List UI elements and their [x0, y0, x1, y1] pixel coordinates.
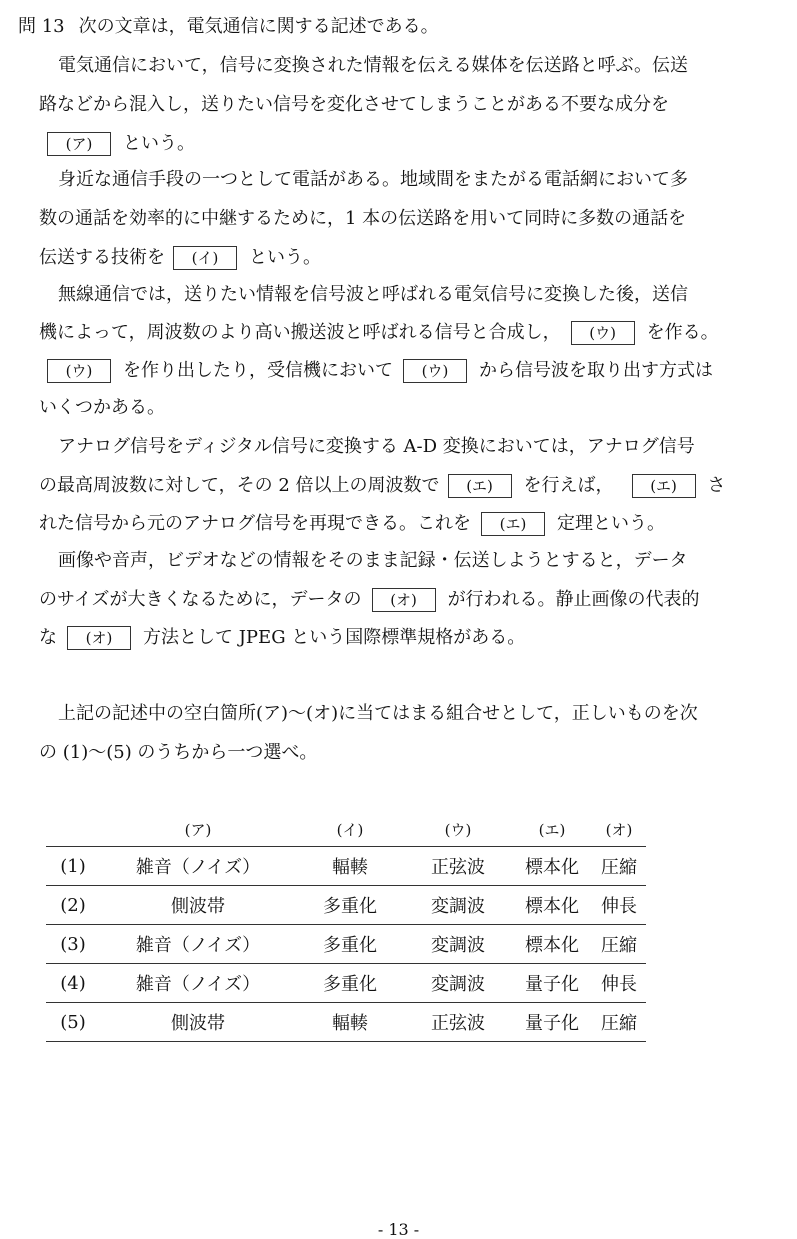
cell-u: 変調波	[404, 964, 512, 1003]
blank-e-box: (エ)	[632, 474, 696, 498]
passage-line: (ア) という。	[47, 132, 195, 156]
table-row[interactable]	[46, 1003, 646, 1042]
blank-e-box: (エ)	[481, 512, 545, 536]
passage-line: 画像や音声，ビデオなどの情報をそのまま記録・伝送しようとすると，データ	[58, 550, 688, 571]
cell-u: 正弦波	[404, 1003, 512, 1042]
question-line: の (1)～(5) のうちから一つ選べ。	[39, 742, 318, 763]
cell-o: 圧縮	[592, 1003, 646, 1042]
cell-i: 輻輳	[296, 847, 404, 886]
cell-i: 多重化	[296, 925, 404, 964]
passage-line: アナログ信号をディジタル信号に変換する A-D 変換においては，アナログ信号	[58, 436, 695, 457]
choice-number: (4)	[46, 964, 100, 1003]
passage-line: いくつかある。	[39, 397, 165, 418]
cell-a: 側波帯	[100, 886, 296, 925]
blank-a-box: (ア)	[47, 132, 111, 156]
choice-number: (2)	[46, 886, 100, 925]
header-cell: (ア)	[100, 812, 296, 847]
blank-u-box: (ウ)	[571, 321, 635, 345]
passage-line: 数の通話を効率的に中継するために，1 本の伝送路を用いて同時に多数の通話を	[39, 208, 687, 229]
passage-line: の最高周波数に対して，その 2 倍以上の周波数で (エ) を行えば， (エ) さ	[39, 475, 726, 496]
cell-o: 圧縮	[592, 847, 646, 886]
cell-u: 正弦波	[404, 847, 512, 886]
passage-line: 身近な通信手段の一つとして電話がある。地域間をまたがる電話網において多	[58, 169, 688, 190]
table-header-row	[46, 812, 646, 847]
cell-i: 多重化	[296, 886, 404, 925]
cell-u: 変調波	[404, 925, 512, 964]
question-number: 問 13	[18, 16, 65, 37]
table-row[interactable]	[46, 886, 646, 925]
cell-i: 輻輳	[296, 1003, 404, 1042]
cell-o: 伸長	[592, 886, 646, 925]
table-row[interactable]	[46, 925, 646, 964]
passage-line: 電気通信において，信号に変換された情報を伝える媒体を伝送路と呼ぶ。伝送	[58, 55, 688, 76]
blank-e-box: (エ)	[448, 474, 512, 498]
page-number: - 13 -	[377, 1220, 420, 1239]
cell-a: 側波帯	[100, 1003, 296, 1042]
cell-o: 伸長	[592, 964, 646, 1003]
header-cell: (イ)	[296, 812, 404, 847]
cell-e: 標本化	[512, 886, 592, 925]
cell-u: 変調波	[404, 886, 512, 925]
blank-o-box: (オ)	[67, 626, 131, 650]
cell-e: 量子化	[512, 964, 592, 1003]
passage-line: 機によって，周波数のより高い搬送波と呼ばれる信号と合成し， (ウ) を作る。	[39, 322, 719, 343]
table-row[interactable]	[46, 847, 646, 886]
header-cell: (ウ)	[404, 812, 512, 847]
cell-o: 圧縮	[592, 925, 646, 964]
passage-line: れた信号から元のアナログ信号を再現できる。これを (エ) 定理という。	[39, 513, 665, 534]
header-cell: (エ)	[512, 812, 592, 847]
cell-e: 標本化	[512, 925, 592, 964]
passage-line: 伝送する技術を (イ) という。	[39, 247, 321, 268]
header-cell: (オ)	[592, 812, 646, 847]
choice-number: (3)	[46, 925, 100, 964]
answer-choices-table	[46, 812, 646, 1042]
blank-u-box: (ウ)	[403, 359, 467, 383]
question-line: 上記の記述中の空白箇所(ア)～(オ)に当てはまる組合せとして，正しいものを次	[58, 703, 698, 724]
passage-line: な (オ) 方法として JPEG という国際標準規格がある。	[39, 627, 526, 648]
choice-number: (1)	[46, 847, 100, 886]
passage-line: 無線通信では，送りたい情報を信号波と呼ばれる電気信号に変換した後，送信	[58, 284, 688, 305]
cell-i: 多重化	[296, 964, 404, 1003]
cell-e: 量子化	[512, 1003, 592, 1042]
question-heading	[18, 18, 439, 36]
cell-a: 雑音（ノイズ）	[100, 847, 296, 886]
blank-i-box: (イ)	[173, 246, 237, 270]
cell-a: 雑音（ノイズ）	[100, 964, 296, 1003]
header-cell	[46, 812, 100, 847]
table-row[interactable]	[46, 964, 646, 1003]
cell-e: 標本化	[512, 847, 592, 886]
passage-line: 路などから混入し，送りたい信号を変化させてしまうことがある不要な成分を	[39, 94, 669, 115]
question-lead: 次の文章は，電気通信に関する記述である。	[78, 16, 439, 37]
choice-number: (5)	[46, 1003, 100, 1042]
blank-o-box: (オ)	[372, 588, 436, 612]
passage-line: (ウ) を作り出したり，受信機において (ウ) から信号波を取り出す方式は	[47, 359, 713, 383]
passage-line: のサイズが大きくなるために，データの (オ) が行われる。静止画像の代表的	[39, 589, 700, 610]
blank-u-box: (ウ)	[47, 359, 111, 383]
cell-a: 雑音（ノイズ）	[100, 925, 296, 964]
